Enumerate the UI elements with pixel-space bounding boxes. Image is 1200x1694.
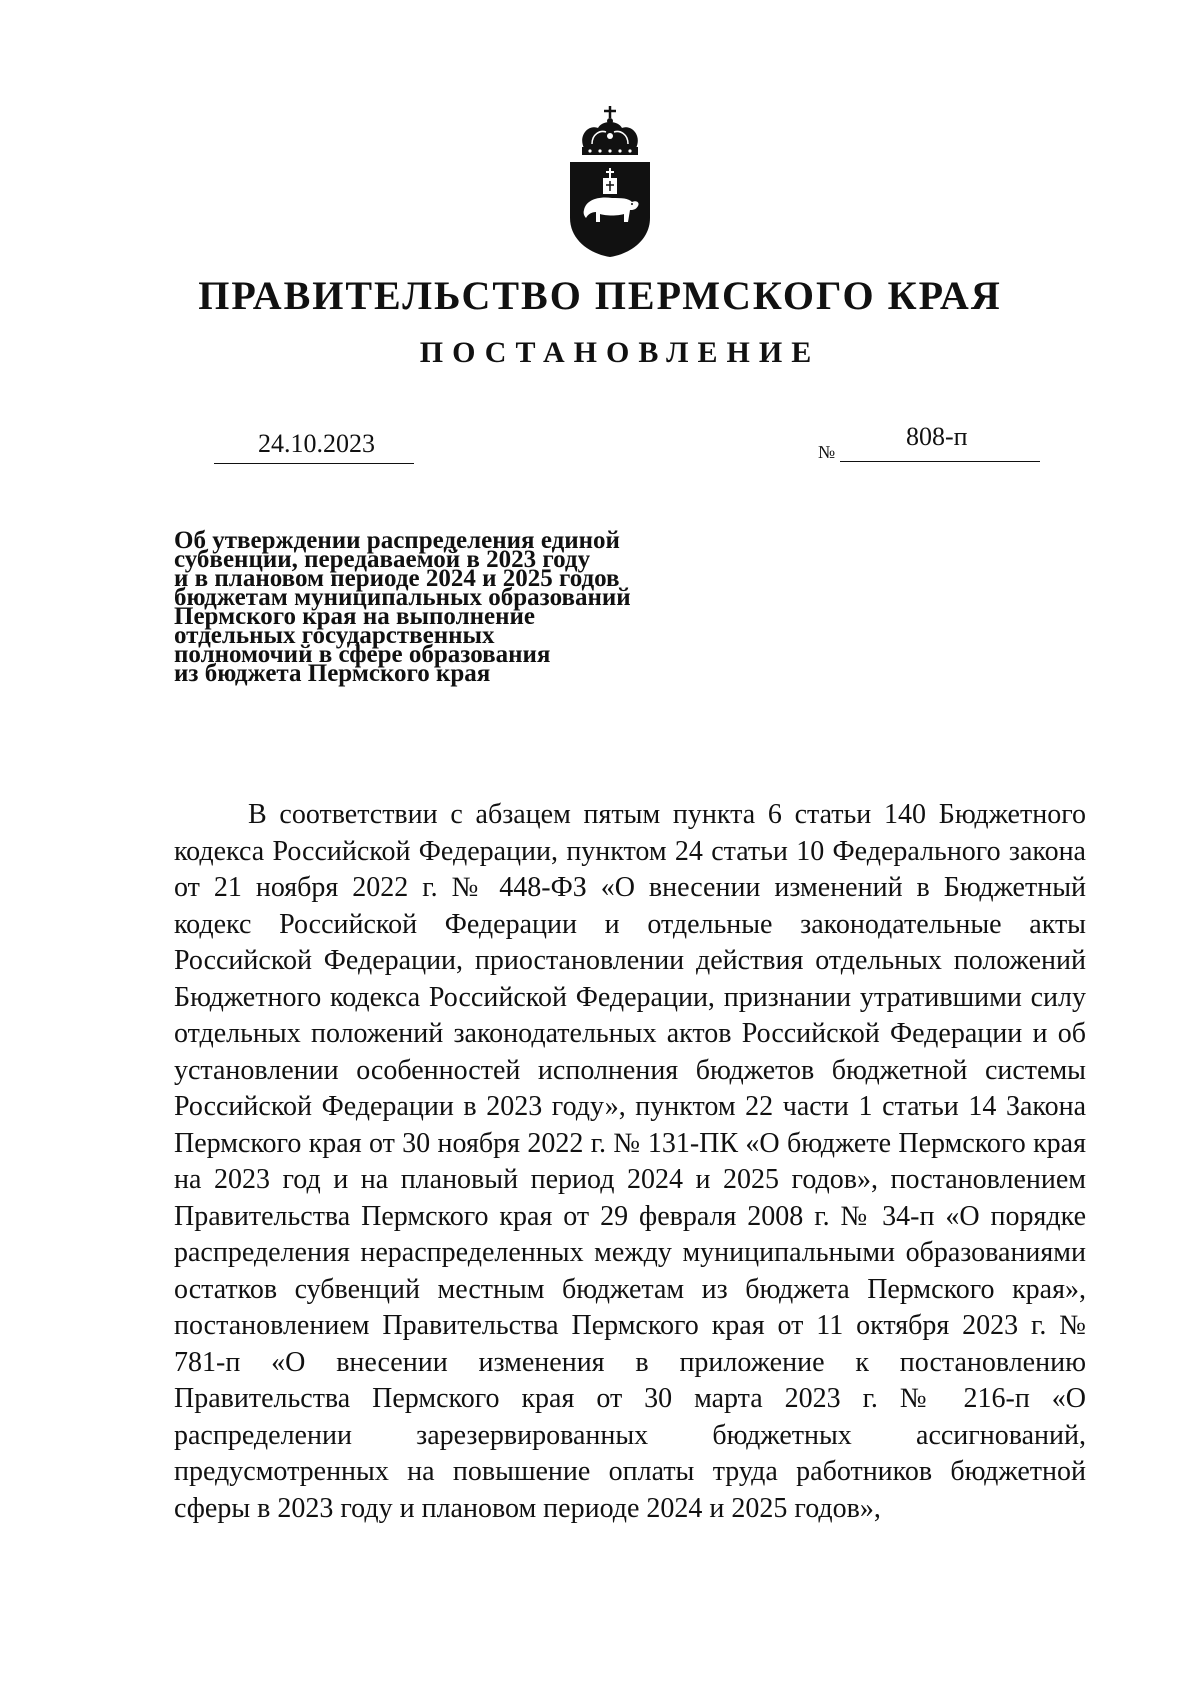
subject-line: субвенции, передаваемой в 2023 году [174, 546, 591, 573]
subject-line: Пермского края на выполнение [174, 603, 536, 630]
subject-line: бюджетам муниципальных образований [174, 584, 631, 611]
coat-of-arms-icon [566, 106, 654, 258]
document-date: 24.10.2023 [258, 429, 375, 458]
subject-line: Об утверждении распределения единой [174, 527, 620, 554]
number-label: № [818, 442, 836, 462]
crown-icon [582, 106, 638, 155]
subject-line: полномочий в сфере образования [174, 641, 551, 668]
organization-title: ПРАВИТЕЛЬСТВО ПЕРМСКОГО КРАЯ [198, 273, 1002, 318]
document-subject [174, 527, 734, 687]
document-number: 808-п [906, 422, 968, 451]
document-type-heading: ПОСТАНОВЛЕНИЕ [419, 336, 821, 369]
subject-line: отдельных государственных [174, 622, 495, 649]
document-date-field [214, 425, 414, 464]
body-paragraph: В соответствии с абзацем пятым пункта 6 статьи 140 Бюджетного кодекса Российской Федерации, пунктом 24 статьи 10 Федерального закона от 21 ноября 2022 г. № 448-ФЗ «О внесении изменений в Бюджетный кодекс Российской Федерации и отдельные законодательные акты Российской Федерации, приостановлении действия отдельных положений Бюджетного кодекса Российской Федерации, признании утратившими силу отдельных положений законодательных актов Российской Федерации и об установлении особенностей исполнения бюджетов бюджетной системы Российской Федерации в 2023 году», пунктом 22 части 1 статьи 14 Закона Пермского края от 30 ноября 2022 г. № 131-ПК «О бюджете Пермского края на 2023 год и на плановый период 2024 и 2025 годов», постановлением Правительства Пермского края от 29 февраля 2008 г. № 34-п «О порядке распределения нераспределенных между муниципальными образованиями остатков субвенций местным бюджетам из бюджета Пермского края», постановлением Правительства Пермского края от 11 октября 2023 г. № 781-п «О внесении изменения в приложение к постановлению Правительства Пермского края от 30 марта 2023 г. № 216-п «О распределении зарезервированных бюджетных ассигнований, предусмотренных на повышение оплаты труда работников бюджетной сферы в 2023 году и плановом периоде 2024 и 2025 годов», [174, 799, 1086, 1524]
document-number-field [840, 420, 1040, 462]
subject-line: из бюджета Пермского края [174, 660, 491, 687]
subject-line: и в плановом периоде 2024 и 2025 годов [174, 565, 620, 592]
